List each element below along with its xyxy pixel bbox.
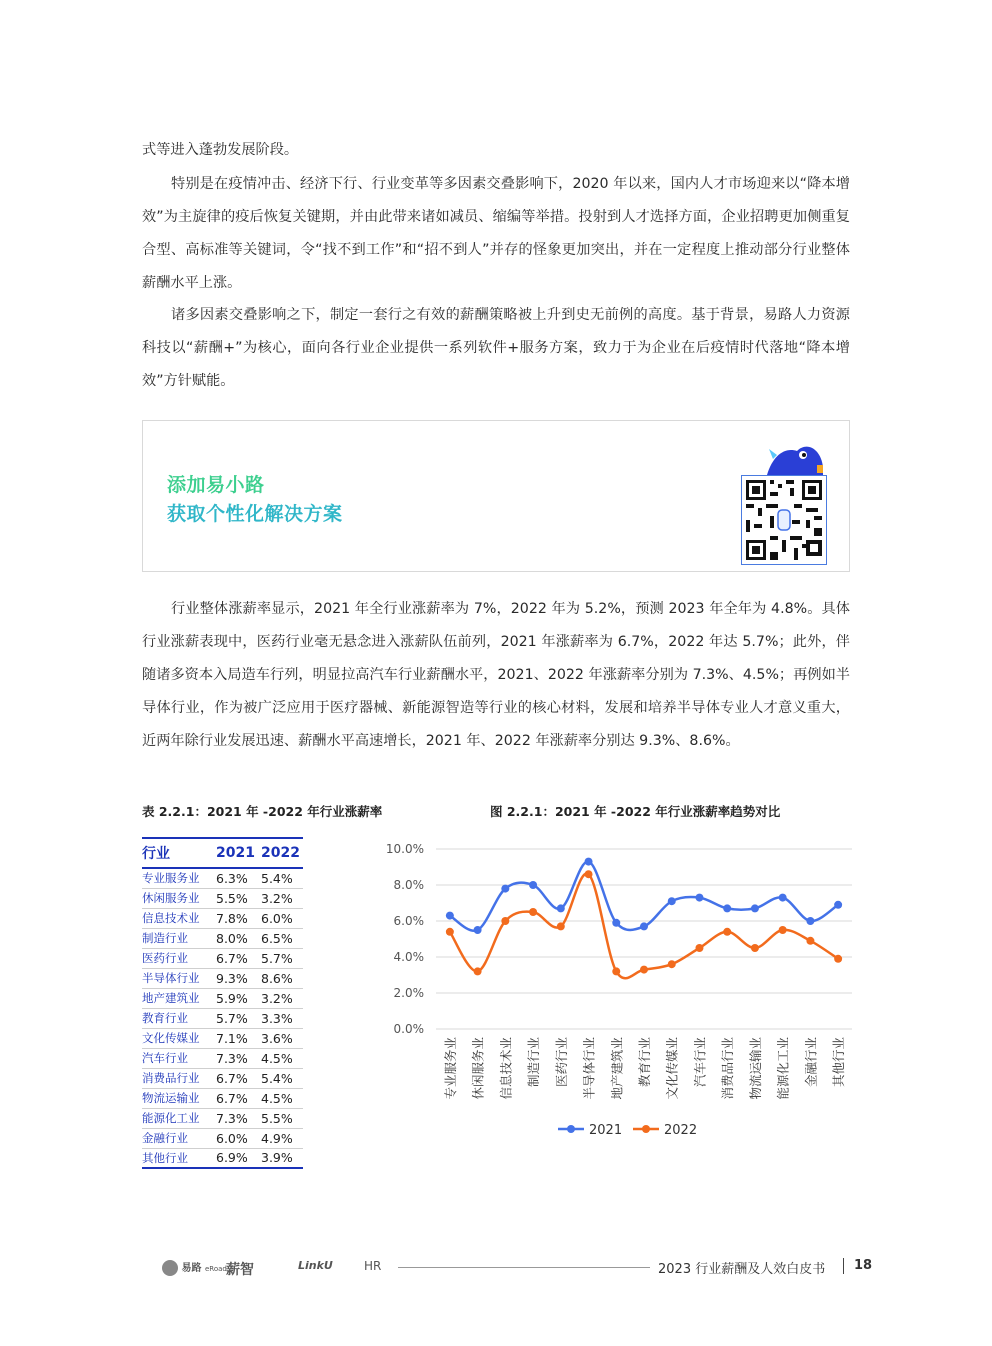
rate-2022-cell: 5.4% <box>261 1068 303 1088</box>
rate-2021-cell: 6.7% <box>216 948 261 968</box>
data-point-2022 <box>806 937 814 945</box>
data-point-2022 <box>612 967 620 975</box>
y-tick-label: 0.0% <box>393 1022 424 1036</box>
data-point-2021 <box>779 894 787 902</box>
rate-2022-cell: 4.5% <box>261 1048 303 1068</box>
data-point-2021 <box>668 897 676 905</box>
table-row <box>142 868 303 888</box>
table-row <box>142 908 303 928</box>
table-title: 表 2.2.1：2021 年 -2022 年行业涨薪率 <box>142 804 383 819</box>
table-row <box>142 1088 303 1108</box>
qr-code-area[interactable] <box>737 433 837 563</box>
x-tick-label: 半导体行业 <box>581 1037 597 1100</box>
industry-cell: 能源化工业 <box>142 1108 216 1128</box>
rate-2021-cell: 7.1% <box>216 1028 261 1048</box>
data-point-2021 <box>585 858 593 866</box>
rate-2021-cell: 7.3% <box>216 1108 261 1128</box>
data-point-2022 <box>695 944 703 952</box>
footer-logo-linku: LinkU <box>298 1259 333 1272</box>
industry-cell: 消费品行业 <box>142 1068 216 1088</box>
rate-2022-cell: 5.5% <box>261 1108 303 1128</box>
table-row <box>142 1028 303 1048</box>
data-point-2021 <box>751 904 759 912</box>
rate-2021-cell: 6.3% <box>216 868 261 888</box>
data-point-2021 <box>529 881 537 889</box>
qr-code <box>741 475 827 565</box>
footer-title: 2023 行业薪酬及人效白皮书 <box>658 1262 826 1277</box>
data-point-2021 <box>557 904 565 912</box>
legend-marker-2021 <box>567 1125 575 1133</box>
salary-trend-chart <box>378 832 858 1152</box>
mascot-icon <box>763 437 827 477</box>
table-row <box>142 1008 303 1028</box>
footer-divider <box>398 1267 650 1268</box>
rate-2022-cell: 5.7% <box>261 948 303 968</box>
rate-2022-cell: 6.0% <box>261 908 303 928</box>
rate-2022-cell: 5.4% <box>261 868 303 888</box>
promo-line1: 添加易小路 <box>167 474 265 496</box>
rate-2021-cell: 8.0% <box>216 928 261 948</box>
table-row <box>142 968 303 988</box>
legend-marker-2022 <box>642 1125 650 1133</box>
x-tick-label: 汽车行业 <box>692 1037 708 1088</box>
x-tick-label: 消费品行业 <box>720 1037 736 1100</box>
table-row <box>142 1108 303 1128</box>
paragraph-intro-end: 式等进入蓬勃发展阶段。 <box>142 142 299 158</box>
industry-cell: 汽车行业 <box>142 1048 216 1068</box>
x-tick-label: 金融行业 <box>803 1037 819 1088</box>
industry-cell: 制造行业 <box>142 928 216 948</box>
data-point-2022 <box>668 960 676 968</box>
x-tick-label: 信息技术业 <box>498 1037 514 1100</box>
x-tick-label: 其他行业 <box>831 1037 847 1088</box>
data-point-2021 <box>834 901 842 909</box>
qr-code-icon <box>742 476 826 564</box>
table-row <box>142 928 303 948</box>
data-point-2022 <box>834 955 842 963</box>
industry-cell: 教育行业 <box>142 1008 216 1028</box>
footer-logo-hr: HR <box>364 1259 382 1273</box>
industry-cell: 物流运输业 <box>142 1088 216 1108</box>
industry-cell: 地产建筑业 <box>142 988 216 1008</box>
footer-logo-eroad <box>162 1259 227 1276</box>
footer-logo-eroad-text: 易路 <box>181 1263 202 1274</box>
rate-2021-cell: 7.8% <box>216 908 261 928</box>
rate-2021-cell: 5.7% <box>216 1008 261 1028</box>
rate-2022-cell: 4.9% <box>261 1128 303 1148</box>
industry-cell: 文化传媒业 <box>142 1028 216 1048</box>
x-tick-label: 制造行业 <box>526 1037 542 1088</box>
footer-logo-xinzhi: 薪智 <box>226 1262 254 1278</box>
table-row <box>142 888 303 908</box>
x-tick-label: 地产建筑业 <box>609 1037 625 1100</box>
x-tick-label: 教育行业 <box>637 1037 652 1088</box>
x-tick-label: 休闲服务业 <box>470 1037 486 1100</box>
industry-cell: 专业服务业 <box>142 868 216 888</box>
rate-2022-cell: 3.3% <box>261 1008 303 1028</box>
y-tick-label: 4.0% <box>393 950 424 964</box>
data-point-2021 <box>474 926 482 934</box>
rate-2021-cell: 6.0% <box>216 1128 261 1148</box>
y-tick-label: 8.0% <box>393 878 424 892</box>
rate-2021-cell: 6.7% <box>216 1088 261 1108</box>
data-point-2022 <box>779 926 787 934</box>
header-2022: 2022 <box>261 838 303 868</box>
industry-cell: 半导体行业 <box>142 968 216 988</box>
rate-2021-cell: 9.3% <box>216 968 261 988</box>
chart-title: 图 2.2.1：2021 年 -2022 年行业涨薪率趋势对比 <box>490 804 781 819</box>
data-point-2022 <box>529 908 537 916</box>
data-point-2021 <box>446 912 454 920</box>
industry-cell: 信息技术业 <box>142 908 216 928</box>
rate-2022-cell: 4.5% <box>261 1088 303 1108</box>
data-point-2021 <box>501 885 509 893</box>
rate-2021-cell: 7.3% <box>216 1048 261 1068</box>
rate-2021-cell: 6.9% <box>216 1148 261 1168</box>
data-point-2022 <box>474 967 482 975</box>
industry-cell: 医药行业 <box>142 948 216 968</box>
rates-table <box>142 837 303 1169</box>
table-row <box>142 988 303 1008</box>
data-point-2021 <box>695 894 703 902</box>
eroad-logo-icon <box>162 1260 178 1276</box>
table-row <box>142 1128 303 1148</box>
page-number: 18 <box>854 1258 873 1273</box>
table-row <box>142 1068 303 1088</box>
x-tick-label: 能源化工业 <box>775 1037 791 1100</box>
table-row <box>142 1048 303 1068</box>
paragraph-industry-rates: 行业整体涨薪率显示，2021 年全行业涨薪率为 7%，2022 年为 5.2%，预测 2023 年全年为 4.8%。具体行业涨薪表现中，医药行业毫无悬念进入涨薪队伍前列，2021 年涨薪率为 6.7%，2022 年达 5.7%；此外，伴随诸多资本入局造车行列，明显拉高汽车行业薪酬水平，2021、2022 年涨薪率分别为 7.3%、4.5%；再例如半导体行业，作为被广泛应用于医疗器械、新能源智造等行业的核心材料，发展和培养半导体专业人才意义重大，近两年除行业发展迅速、薪酬水平高速增长，2021 年、2022 年涨薪率分别达 9.3%、8.6%。 <box>142 601 850 749</box>
header-2021: 2021 <box>216 838 261 868</box>
table-header-row <box>142 838 303 868</box>
data-point-2022 <box>751 944 759 952</box>
data-point-2021 <box>640 922 648 930</box>
y-tick-label: 10.0% <box>385 842 424 856</box>
industry-cell: 其他行业 <box>142 1148 216 1168</box>
rate-2022-cell: 3.6% <box>261 1028 303 1048</box>
data-point-2021 <box>806 917 814 925</box>
legend-label: 2021 <box>589 1123 623 1138</box>
data-point-2022 <box>557 922 565 930</box>
data-point-2021 <box>723 904 731 912</box>
x-tick-label: 物流运输业 <box>747 1037 763 1100</box>
rate-2022-cell: 3.9% <box>261 1148 303 1168</box>
data-point-2021 <box>612 919 620 927</box>
industry-cell: 金融行业 <box>142 1128 216 1148</box>
legend-label: 2022 <box>664 1123 698 1138</box>
rate-2021-cell: 5.5% <box>216 888 261 908</box>
table-row <box>142 1148 303 1168</box>
x-tick-label: 医药行业 <box>553 1037 569 1088</box>
promo-line2: 获取个性化解决方案 <box>167 503 343 525</box>
table-row <box>142 948 303 968</box>
rate-2022-cell: 3.2% <box>261 888 303 908</box>
y-tick-label: 2.0% <box>393 986 424 1000</box>
data-point-2022 <box>501 917 509 925</box>
rate-2022-cell: 3.2% <box>261 988 303 1008</box>
rate-2022-cell: 6.5% <box>261 928 303 948</box>
paragraph-strategy: 诸多因素交叠影响之下，制定一套行之有效的薪酬策略被上升到史无前例的高度。基于背景，易路人力资源科技以“薪酬+”为核心，面向各行业企业提供一系列软件+服务方案，致力于为企业在后疫情时代落地“降本增效”方针赋能。 <box>142 307 850 389</box>
footer-logo-eroad-sub: eRoad <box>204 1265 227 1273</box>
x-tick-label: 文化传媒业 <box>664 1037 680 1100</box>
footer-separator <box>843 1258 844 1274</box>
header-industry: 行业 <box>142 838 216 868</box>
x-tick-label: 专业服务业 <box>442 1037 458 1100</box>
promo-banner <box>142 420 850 572</box>
data-point-2022 <box>640 966 648 974</box>
data-point-2022 <box>723 928 731 936</box>
industry-cell: 休闲服务业 <box>142 888 216 908</box>
rate-2022-cell: 8.6% <box>261 968 303 988</box>
rate-2021-cell: 5.9% <box>216 988 261 1008</box>
data-point-2022 <box>585 870 593 878</box>
rate-2021-cell: 6.7% <box>216 1068 261 1088</box>
data-point-2022 <box>446 928 454 936</box>
y-tick-label: 6.0% <box>393 914 424 928</box>
paragraph-market: 特别是在疫情冲击、经济下行、行业变革等多因素交叠影响下，2020 年以来，国内人才市场迎来以“降本增效”为主旋律的疫后恢复关键期，并由此带来诸如减员、缩编等举措。投射到人才选择方面，企业招聘更加侧重复合型、高标准等关键词，令“找不到工作”和“招不到人”并存的怪象更加突出，并在一定程度上推动部分行业整体薪酬水平上涨。 <box>142 176 850 291</box>
